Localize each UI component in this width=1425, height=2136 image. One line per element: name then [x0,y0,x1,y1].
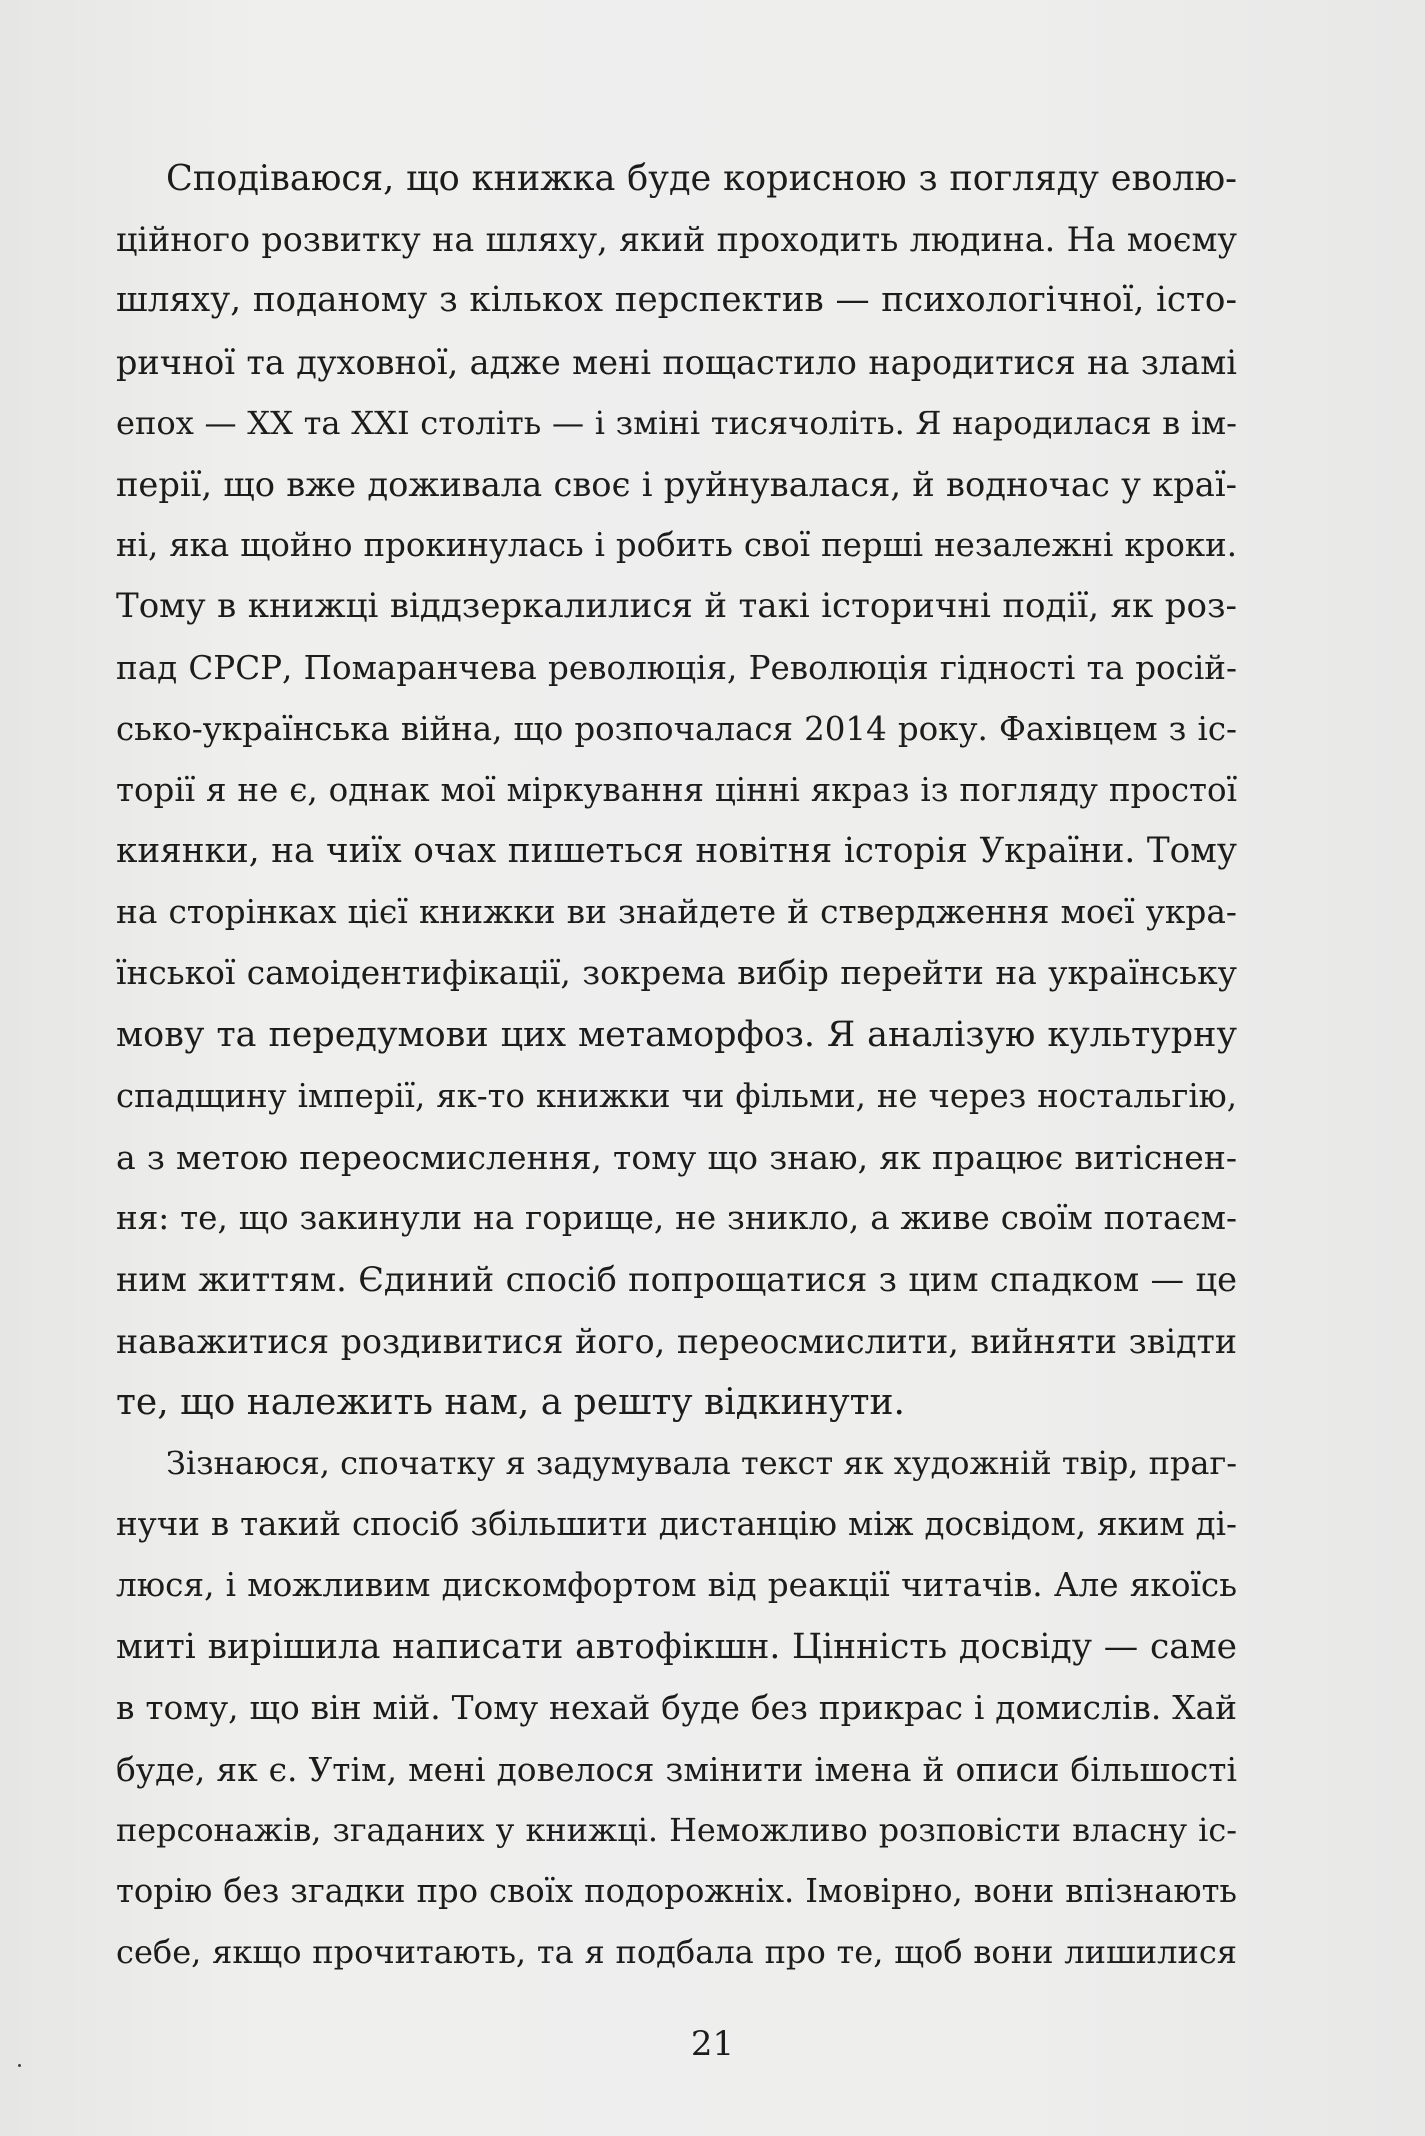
text-line: буде, як є. Утім, мені довелося змінити імена й описи більшості [116,1749,1237,1789]
text-line: перії, що вже доживала своє і руйнувалася, й водночас у краї- [116,464,1237,504]
text-line: люся, і можливим дискомфортом від реакції читачів. Але якоїсь [116,1566,1237,1605]
text-line: ричної та духовної, адже мені пощастило народитися на зламі [116,342,1237,382]
body-text [116,148,1237,1984]
text-line: шляху, поданому з кількох перспектив — психологічної, істо- [116,280,1237,321]
text-line: ня: те, що закинули на горище, не зникло, а живе своїм потаєм- [116,1199,1237,1238]
text-line: персонажів, згаданих у книжці. Неможливо розповісти власну іс- [116,1811,1237,1850]
text-line: Тому в книжці віддзеркалилися й такі історичні події, як роз- [116,586,1237,627]
text-line: нучи в такий спосіб збільшити дистанцію між досвідом, яким ді- [116,1505,1237,1544]
scan-speck [18,2064,21,2067]
text-line: себе, якщо прочитають, та я подбала про те, щоб вони лишилися [116,1933,1237,1972]
text-line: ційного розвитку на шляху, який проходить людина. На моєму [116,220,1237,260]
text-line: в тому, що він мій. Тому нехай буде без прикрас і домислів. Хай [116,1688,1237,1727]
text-line: спадщину імперії, як-то книжки чи фільми, не через ностальгію, [116,1076,1237,1115]
text-line: наважитися роздивитися його, переосмислити, вийняти звідти [116,1321,1237,1361]
text-line: Сподіваюся, що книжка буде корисною з погляду еволю- [166,158,1237,199]
text-line: Зізнаюся, спочатку я задумувала текст як художній твір, праг- [166,1443,1237,1482]
text-line: їнської самоідентифікації, зокрема вибір перейти на українську [116,954,1237,993]
text-line: ним життям. Єдиний спосіб попрощатися з цим спадком — це [116,1260,1237,1300]
text-line: на сторінках цієї книжки ви знайдете й ствердження моєї укра- [116,893,1237,932]
text-line: а з метою переосмислення, тому що знаю, як працює витіснен- [116,1138,1237,1177]
text-line: те, що належить нам, а решту відкинути. [116,1381,905,1423]
text-line: ні, яка щойно прокинулась і робить свої перші незалежні кроки. [116,526,1237,565]
text-line: миті вирішила написати автофікшн. Цінність досвіду — саме [116,1626,1237,1667]
text-line: торії я не є, однак мої міркування цінні якраз із погляду простої [116,770,1237,809]
text-line: епох — XX та XXI століть — і зміні тисячоліть. Я народилася в ім- [116,403,1237,442]
page-number: 21 [690,2024,735,2064]
text-line: мову та передумови цих метаморфоз. Я аналізую культурну [116,1014,1237,1055]
text-line: киянки, на чиїх очах пишеться новітня історія України. Тому [116,831,1237,872]
text-line: пад СРСР, Помаранчева революція, Революція гідності та росій- [116,648,1237,687]
text-line: торію без згадки про своїх подорожніх. Імовірно, вони впізнають [116,1872,1237,1911]
text-line: сько-українська війна, що розпочалася 2014 року. Фахівцем з іс- [116,709,1237,748]
